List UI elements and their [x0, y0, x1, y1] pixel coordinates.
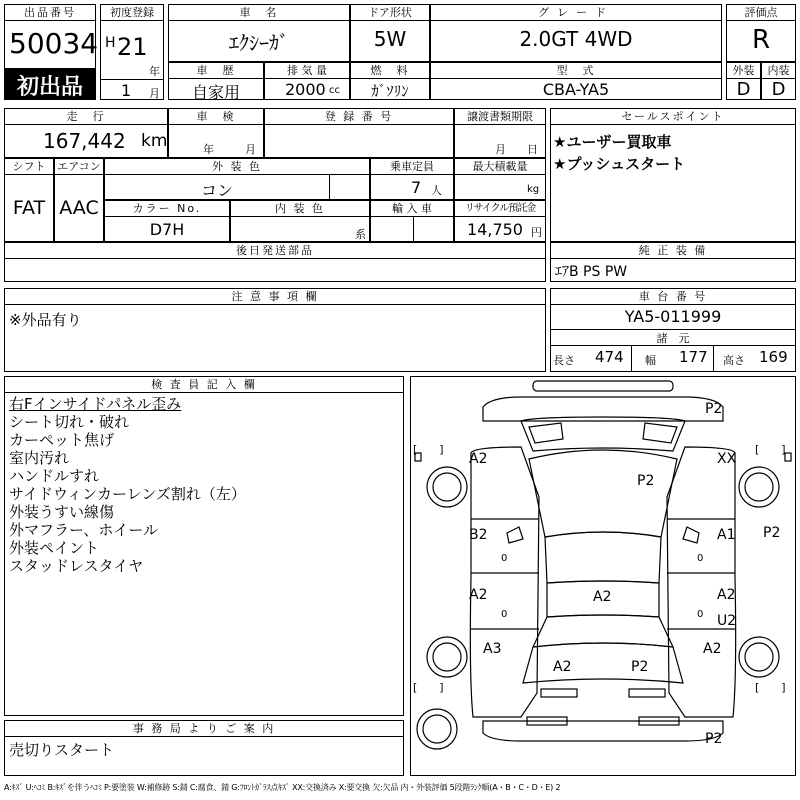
first-listing-label: 初出品	[16, 75, 83, 100]
sales-point-item: ★ユーザー買取車	[553, 133, 672, 151]
equipment-box	[550, 242, 796, 282]
ext-color: コン	[200, 181, 233, 200]
fuel-label: 燃 料	[351, 63, 429, 79]
interior-label: 内装	[762, 63, 795, 79]
import-box	[370, 200, 454, 242]
load-unit: kg	[527, 184, 540, 195]
ac: AAC	[59, 197, 99, 219]
equipment-value: ｴｱB PS PW	[555, 264, 628, 280]
era: H	[105, 35, 116, 51]
load-label: 最大積載量	[455, 159, 545, 175]
mark-p2-right-side: P2	[763, 525, 781, 541]
recycle-box	[454, 200, 546, 242]
width-label: 幅	[645, 354, 656, 367]
month-unit: 月	[149, 87, 160, 100]
mark-a2-roof: A2	[593, 589, 612, 605]
mark-p2-bottom: P2	[705, 731, 723, 747]
month: 1	[121, 81, 132, 100]
bracket-fl: [ ]	[413, 443, 444, 456]
office-value: 売切りスタート	[9, 741, 115, 759]
zero-marker: 0	[697, 553, 704, 564]
inspector-lines	[9, 395, 246, 575]
mark-a3-left: A3	[483, 641, 502, 657]
history-label: 車 歴	[169, 63, 263, 79]
recycle-unit: 円	[531, 226, 542, 239]
inspector-line: シート切れ・破れ	[9, 413, 130, 431]
zero-marker: 0	[697, 609, 704, 620]
displacement-label: 排 気 量	[265, 63, 349, 79]
history-box	[168, 62, 264, 100]
int-color-label: 内 装 色	[231, 201, 369, 217]
chassis-box	[550, 288, 796, 372]
fuel: ｶﾞｿﾘﾝ	[371, 82, 409, 100]
height-label: 高さ	[723, 354, 745, 367]
transfer-label: 譲渡書類期限	[455, 109, 545, 125]
mark-a2-left-mid: A2	[469, 587, 488, 603]
sales-points-label: セールスポイント	[551, 109, 795, 125]
shift-box	[4, 158, 54, 242]
mark-u2-right: U2	[717, 613, 737, 629]
first-reg-label: 初度登録	[101, 5, 163, 21]
color-no: D7H	[149, 220, 185, 239]
first-reg-box	[100, 4, 164, 100]
inspection-label: 車 検	[169, 109, 263, 125]
score-label: 評価点	[727, 5, 795, 21]
car-name-label: 車 名	[169, 5, 349, 21]
equipment-label: 純 正 装 備	[551, 243, 795, 259]
interior-grade: D	[771, 79, 786, 100]
fuel-box	[350, 62, 430, 100]
door: 5W	[373, 27, 407, 51]
mark-a2-right-mid: A2	[717, 587, 736, 603]
mileage-unit: km	[141, 131, 168, 151]
lot-label: 出品番号	[5, 5, 95, 21]
color-no-box	[104, 200, 230, 242]
inspector-line: 外装うすい線傷	[9, 503, 115, 521]
inspector-line: 外マフラー、ホイール	[9, 521, 159, 539]
mark-p2-hood: P2	[637, 473, 655, 489]
reg-box	[264, 108, 454, 158]
car-name-box	[168, 4, 350, 62]
sales-points-box	[550, 108, 796, 242]
int-color-box	[230, 200, 370, 242]
later-parts-label: 後日発送部品	[5, 243, 545, 259]
inspector-line: 室内汚れ	[9, 449, 70, 467]
inspector-line: 外装ペイント	[9, 539, 100, 557]
zero-marker: 0	[501, 609, 508, 620]
sales-point-item: ★プッシュスタート	[553, 155, 686, 173]
legend: A:ｷｽﾞ U:ﾍｺﾐ B:ｷｽﾞを伴うﾍｺﾐ P:要塗装 W:補修跡 S:錆 C:腐食、錆 G:ﾌﾛﾝﾄｶﾞﾗｽ点ｷｽﾞ XX:交換済み X:要交換 欠:欠品 内・外装評価 5段階ﾗﾝｸ順(A・B・C・D・E) 2	[4, 783, 561, 792]
mark-a2-rear-left: A2	[553, 659, 572, 675]
bracket-rr: [ ]	[755, 681, 786, 694]
ac-label: エアコン	[55, 159, 103, 175]
door-label: ドア形状	[351, 5, 429, 21]
load-box	[454, 158, 546, 200]
displacement-unit: cc	[329, 85, 340, 96]
height: 169	[759, 348, 788, 366]
bracket-fr: [ ]	[755, 443, 786, 456]
mark-xx-fr: XX	[717, 451, 737, 467]
length: 474	[595, 348, 624, 366]
inspector-line: サイドウィンカーレンズ割れ（左）	[9, 485, 246, 503]
bracket-rl: [ ]	[413, 681, 444, 694]
lot-number-box	[4, 4, 99, 100]
mark-b2-left: B2	[469, 527, 488, 543]
first-listing-badge	[5, 68, 95, 99]
model-label: 型 式	[431, 63, 721, 79]
int-color-unit: 系	[355, 228, 366, 241]
chassis-number: YA5-011999	[624, 307, 722, 326]
mileage: 167,442	[43, 129, 126, 153]
chassis-label: 車 台 番 号	[551, 289, 795, 305]
inspection-month-unit: 月	[245, 143, 256, 156]
year-unit: 年	[149, 65, 160, 78]
shift-label: シフト	[5, 159, 53, 175]
mileage-box	[4, 108, 168, 158]
mark-p2-top: P2	[705, 401, 723, 417]
car-outline	[411, 377, 795, 775]
color-no-label: カラー No.	[105, 201, 229, 217]
specs-label: 諸 元	[656, 332, 690, 345]
later-parts-box	[4, 242, 546, 282]
capacity-box	[370, 158, 454, 200]
mileage-label: 走 行	[5, 109, 167, 125]
history: 自家用	[191, 83, 240, 102]
office-box	[4, 720, 404, 776]
ext-color-box	[104, 158, 370, 200]
mark-p2-rear: P2	[631, 659, 649, 675]
mark-a2-rear-right: A2	[703, 641, 722, 657]
shift: FAT	[12, 197, 46, 219]
grade-box	[430, 4, 722, 62]
import-label: 輸 入 車	[371, 201, 453, 217]
mark-a2-fl: A2	[469, 451, 488, 467]
model: CBA-YA5	[542, 80, 610, 99]
recycle: 14,750	[467, 220, 523, 239]
ext-color-label: 外 装 色	[105, 159, 369, 175]
exterior-grade-box	[726, 62, 761, 100]
car-name: ｴｸｼｰｶﾞ	[229, 31, 289, 55]
displacement: 2000	[285, 80, 326, 99]
inspector-line: カーペット焦げ	[9, 431, 115, 449]
inspector-label: 検 査 員 記 入 欄	[5, 377, 403, 393]
score-box	[726, 4, 796, 62]
transfer-box	[454, 108, 546, 158]
interior-grade-box	[761, 62, 796, 100]
notes-box	[4, 288, 546, 372]
exterior-label: 外装	[727, 63, 760, 79]
inspector-line: スタッドレスタイヤ	[9, 557, 144, 575]
model-box	[430, 62, 722, 100]
grade: 2.0GT 4WD	[519, 27, 633, 51]
capacity: 7	[411, 178, 422, 197]
ac-box	[54, 158, 104, 242]
office-label: 事 務 局 よ り ご 案 内	[5, 721, 403, 737]
year: 21	[117, 33, 148, 61]
inspector-box	[4, 376, 404, 716]
grade-label: グレード	[431, 5, 721, 21]
score: R	[751, 25, 771, 55]
door-box	[350, 4, 430, 62]
zero-marker: 0	[501, 553, 508, 564]
inspection-year-unit: 年	[203, 143, 214, 156]
mark-a1-right: A1	[717, 527, 736, 543]
displacement-box	[264, 62, 350, 100]
notes-value: ※外品有り	[9, 311, 82, 329]
notes-label: 注 意 事 項 欄	[5, 289, 545, 305]
width: 177	[679, 348, 708, 366]
car-diagram	[410, 376, 796, 776]
inspector-line: ハンドルすれ	[9, 467, 100, 485]
exterior-grade: D	[736, 79, 751, 100]
inspection-box	[168, 108, 264, 158]
capacity-unit: 人	[431, 184, 442, 197]
transfer-day-unit: 日	[527, 143, 538, 156]
transfer-month-unit: 月	[495, 143, 506, 156]
capacity-label: 乗車定員	[371, 159, 453, 175]
lot-number: 50034	[9, 27, 99, 60]
length-label: 長さ	[553, 354, 575, 367]
inspector-line: 右Fインサイドパネル歪み	[9, 395, 182, 413]
recycle-label: リサイクル預託金	[455, 201, 545, 217]
reg-label: 登 録 番 号	[265, 109, 453, 125]
